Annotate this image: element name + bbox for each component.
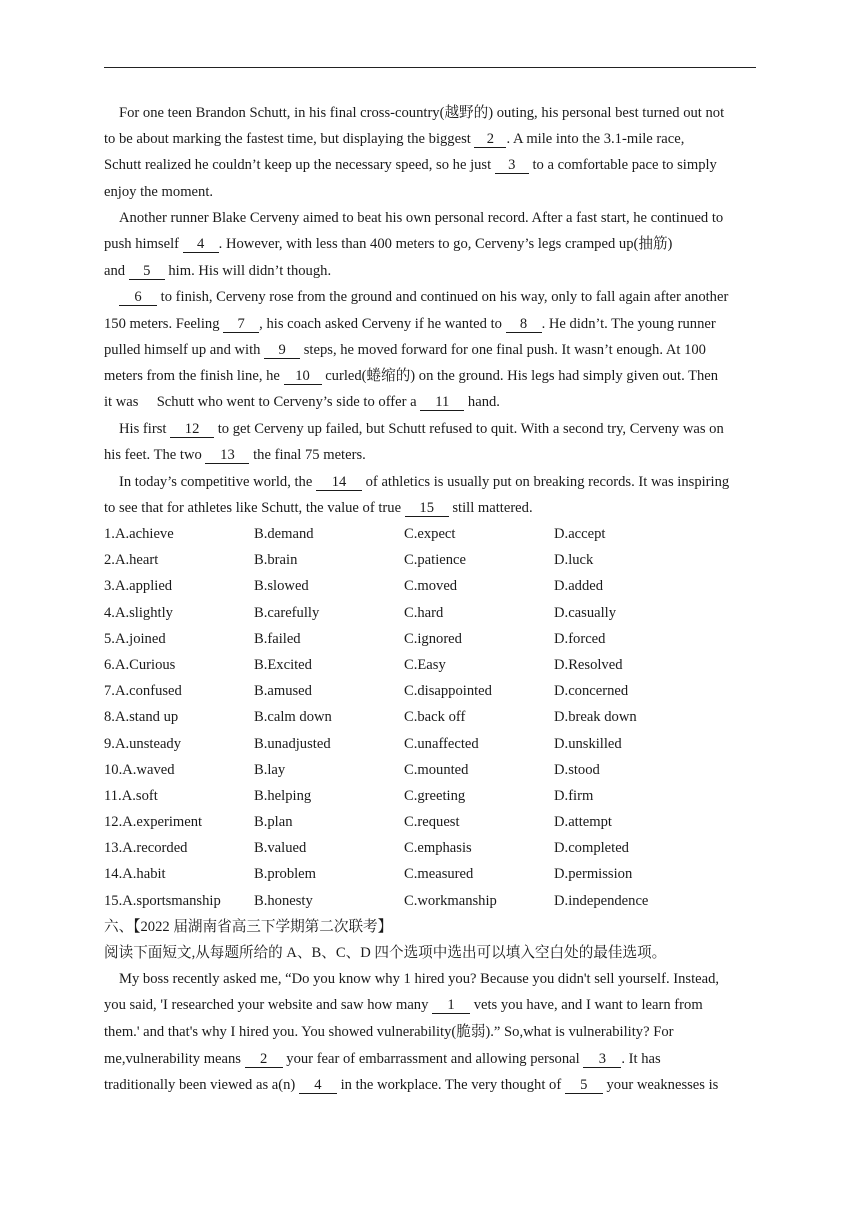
option-row-10 — [104, 757, 756, 783]
option-12-B: B.plan — [254, 814, 293, 831]
option-4-D: D.casually — [554, 604, 617, 621]
option-row-13 — [104, 835, 756, 861]
option-11-C: C.greeting — [404, 787, 466, 804]
option-1-B: B.demand — [254, 526, 314, 542]
text-line: traditionally been viewed as a(n) 4 in the workplace. The very thought of 5 your weaknesses is — [104, 1076, 719, 1093]
option-4-A: 4.A.slightly — [104, 604, 173, 621]
blank-p2-5: 5 — [565, 1077, 603, 1094]
blank-6: 6 — [119, 289, 157, 306]
blank-p2-3: 3 — [583, 1051, 621, 1068]
blank-p2-4: 4 — [299, 1077, 337, 1094]
option-row-4 — [104, 600, 756, 626]
option-row-14 — [104, 861, 756, 887]
option-9-C: C.unaffected — [404, 735, 479, 752]
blank-p2-1: 1 — [432, 997, 470, 1014]
option-row-6 — [104, 652, 756, 678]
section-heading: 六、【2022 届湖南省高三下学期第二次联考】 — [104, 918, 393, 935]
option-1-A: 1.A.achieve — [104, 526, 174, 542]
blank-15: 15 — [405, 500, 449, 517]
text-line: Another runner Blake Cerveny aimed to beat his own personal record. After a fast start, he continued to — [119, 209, 724, 226]
option-3-B: B.slowed — [254, 578, 309, 595]
text-line: Schutt realized he couldn’t keep up the necessary speed, so he just 3 to a comfortable pace to simply — [104, 157, 717, 174]
blank-10: 10 — [284, 368, 322, 385]
option-3-A: 3.A.applied — [104, 578, 173, 595]
option-10-A: 10.A.waved — [104, 761, 175, 778]
option-9-A: 9.A.unsteady — [104, 735, 182, 752]
blank-3: 3 — [495, 157, 529, 174]
option-4-C: C.hard — [404, 604, 444, 621]
option-14-A: 14.A.habit — [104, 866, 166, 883]
text-line: In today’s competitive world, the 14 of athletics is usually put on breaking records. It was inspiring — [119, 473, 730, 490]
option-5-C: C.ignored — [404, 630, 462, 647]
blank-2: 2 — [474, 131, 506, 148]
blank-p2-2: 2 — [245, 1051, 283, 1068]
option-5-A: 5.A.joined — [104, 630, 166, 647]
option-1-C: C.expect — [404, 526, 456, 542]
option-7-C: C.disappointed — [404, 683, 492, 700]
option-8-D: D.break down — [554, 709, 637, 726]
passage-2 — [104, 966, 756, 1098]
text-line: to be about marking the fastest time, but displaying the biggest 2 . A mile into the 3.1-mile race, — [104, 131, 685, 148]
blank-12: 12 — [170, 421, 214, 438]
answer-options — [104, 521, 756, 914]
option-9-D: D.unskilled — [554, 735, 622, 752]
option-15-D: D.independence — [554, 892, 649, 909]
blank-13: 13 — [205, 447, 249, 464]
blank-14: 14 — [316, 474, 362, 491]
text-line: them.' and that's why I hired you. You showed vulnerability(脆弱).” So,what is vulnerability? For — [104, 1023, 674, 1040]
option-14-B: B.problem — [254, 866, 317, 883]
text-line: His first 12 to get Cerveny up failed, but Schutt refused to quit. With a second try, Cerveny was on — [119, 421, 724, 438]
option-13-B: B.valued — [254, 840, 307, 857]
option-15-A: 15.A.sportsmanship — [104, 892, 221, 909]
option-15-B: B.honesty — [254, 892, 313, 909]
option-7-B: B.amused — [254, 683, 312, 700]
option-10-C: C.mounted — [404, 761, 469, 778]
option-row-9 — [104, 731, 756, 757]
option-15-C: C.workmanship — [404, 892, 497, 909]
option-14-C: C.measured — [404, 866, 474, 883]
option-8-A: 8.A.stand up — [104, 709, 179, 726]
option-11-B: B.helping — [254, 787, 312, 804]
option-3-D: D.added — [554, 578, 604, 595]
text-line: and 5 him. His will didn’t though. — [104, 263, 332, 280]
text-line: meters from the finish line, he 10 curled(蜷缩的) on the ground. His legs had simply given out. Then — [104, 367, 719, 384]
text-line: 150 meters. Feeling 7 , his coach asked Cerveny if he wanted to 8 . He didn’t. The young runner — [104, 315, 716, 332]
text-line: push himself 4 . However, with less than 400 meters to go, Cerveny’s legs cramped up(抽筋) — [104, 235, 673, 252]
text-line: to see that for athletes like Schutt, the value of true 15 still mattered. — [104, 499, 533, 516]
option-3-C: C.moved — [404, 578, 458, 595]
option-row-7 — [104, 678, 756, 704]
option-11-A: 11.A.soft — [104, 787, 158, 804]
option-5-B: B.failed — [254, 630, 301, 647]
option-2-C: C.patience — [404, 552, 466, 569]
text-line: it was Schutt who went to Cerveny’s side to offer a 11 hand. — [104, 394, 500, 411]
option-row-1 — [104, 521, 756, 547]
option-10-B: B.lay — [254, 761, 286, 778]
option-row-11 — [104, 783, 756, 809]
passage-1 — [104, 100, 756, 521]
option-row-12 — [104, 809, 756, 835]
blank-9: 9 — [264, 342, 300, 359]
option-10-D: D.stood — [554, 761, 600, 778]
text-line: his feet. The two 13 the final 75 meters. — [104, 447, 366, 464]
option-8-B: B.calm down — [254, 709, 332, 726]
option-6-C: C.Easy — [404, 656, 446, 673]
text-line: For one teen Brandon Schutt, in his final cross-country(越野的) outing, his personal best turned out not — [119, 105, 725, 121]
blank-7: 7 — [223, 316, 259, 333]
option-13-A: 13.A.recorded — [104, 840, 188, 857]
option-row-3 — [104, 573, 756, 599]
option-8-C: C.back off — [404, 709, 466, 726]
option-13-D: D.completed — [554, 840, 629, 857]
option-12-D: D.attempt — [554, 814, 612, 831]
option-2-B: B.brain — [254, 552, 298, 569]
text-line: you said, 'I researched your website and saw how many 1 vets you have, and I want to learn from — [104, 997, 703, 1014]
option-5-D: D.forced — [554, 630, 606, 647]
text-line: pulled himself up and with 9 steps, he moved forward for one final push. It wasn’t enough. At 100 — [104, 341, 706, 358]
text-line: enjoy the moment. — [104, 183, 214, 200]
option-11-D: D.firm — [554, 787, 594, 804]
option-6-D: D.Resolved — [554, 656, 623, 673]
blank-5: 5 — [129, 263, 165, 280]
option-12-A: 12.A.experiment — [104, 814, 203, 831]
option-6-A: 6.A.Curious — [104, 656, 176, 673]
option-12-C: C.request — [404, 814, 460, 831]
option-2-A: 2.A.heart — [104, 552, 159, 569]
section-instruction: 阅读下面短文,从每题所给的 A、B、C、D 四个选项中选出可以填入空白处的最佳选项。 — [104, 945, 667, 961]
option-9-B: B.unadjusted — [254, 735, 331, 752]
blank-4: 4 — [183, 236, 219, 253]
header-rule — [104, 67, 756, 68]
text-line: My boss recently asked me, “Do you know why 1 hired you? Because you didn't sell yourself. Instead, — [119, 971, 720, 988]
option-1-D: D.accept — [554, 526, 606, 542]
option-13-C: C.emphasis — [404, 840, 472, 857]
option-2-D: D.luck — [554, 552, 594, 569]
option-row-5 — [104, 626, 756, 652]
text-line: me,vulnerability means 2 your fear of embarrassment and allowing personal 3 . It has — [104, 1050, 661, 1067]
option-14-D: D.permission — [554, 866, 633, 883]
option-row-8 — [104, 704, 756, 730]
blank-11: 11 — [420, 394, 464, 411]
option-7-D: D.concerned — [554, 683, 629, 700]
option-row-15 — [104, 888, 756, 914]
option-4-B: B.carefully — [254, 604, 320, 621]
blank-8: 8 — [506, 316, 542, 333]
document-body — [104, 100, 756, 1098]
option-row-2 — [104, 547, 756, 573]
option-7-A: 7.A.confused — [104, 683, 182, 700]
text-line: 6 to finish, Cerveny rose from the ground and continued on his way, only to fall again after another — [104, 284, 756, 310]
option-6-B: B.Excited — [254, 656, 312, 673]
